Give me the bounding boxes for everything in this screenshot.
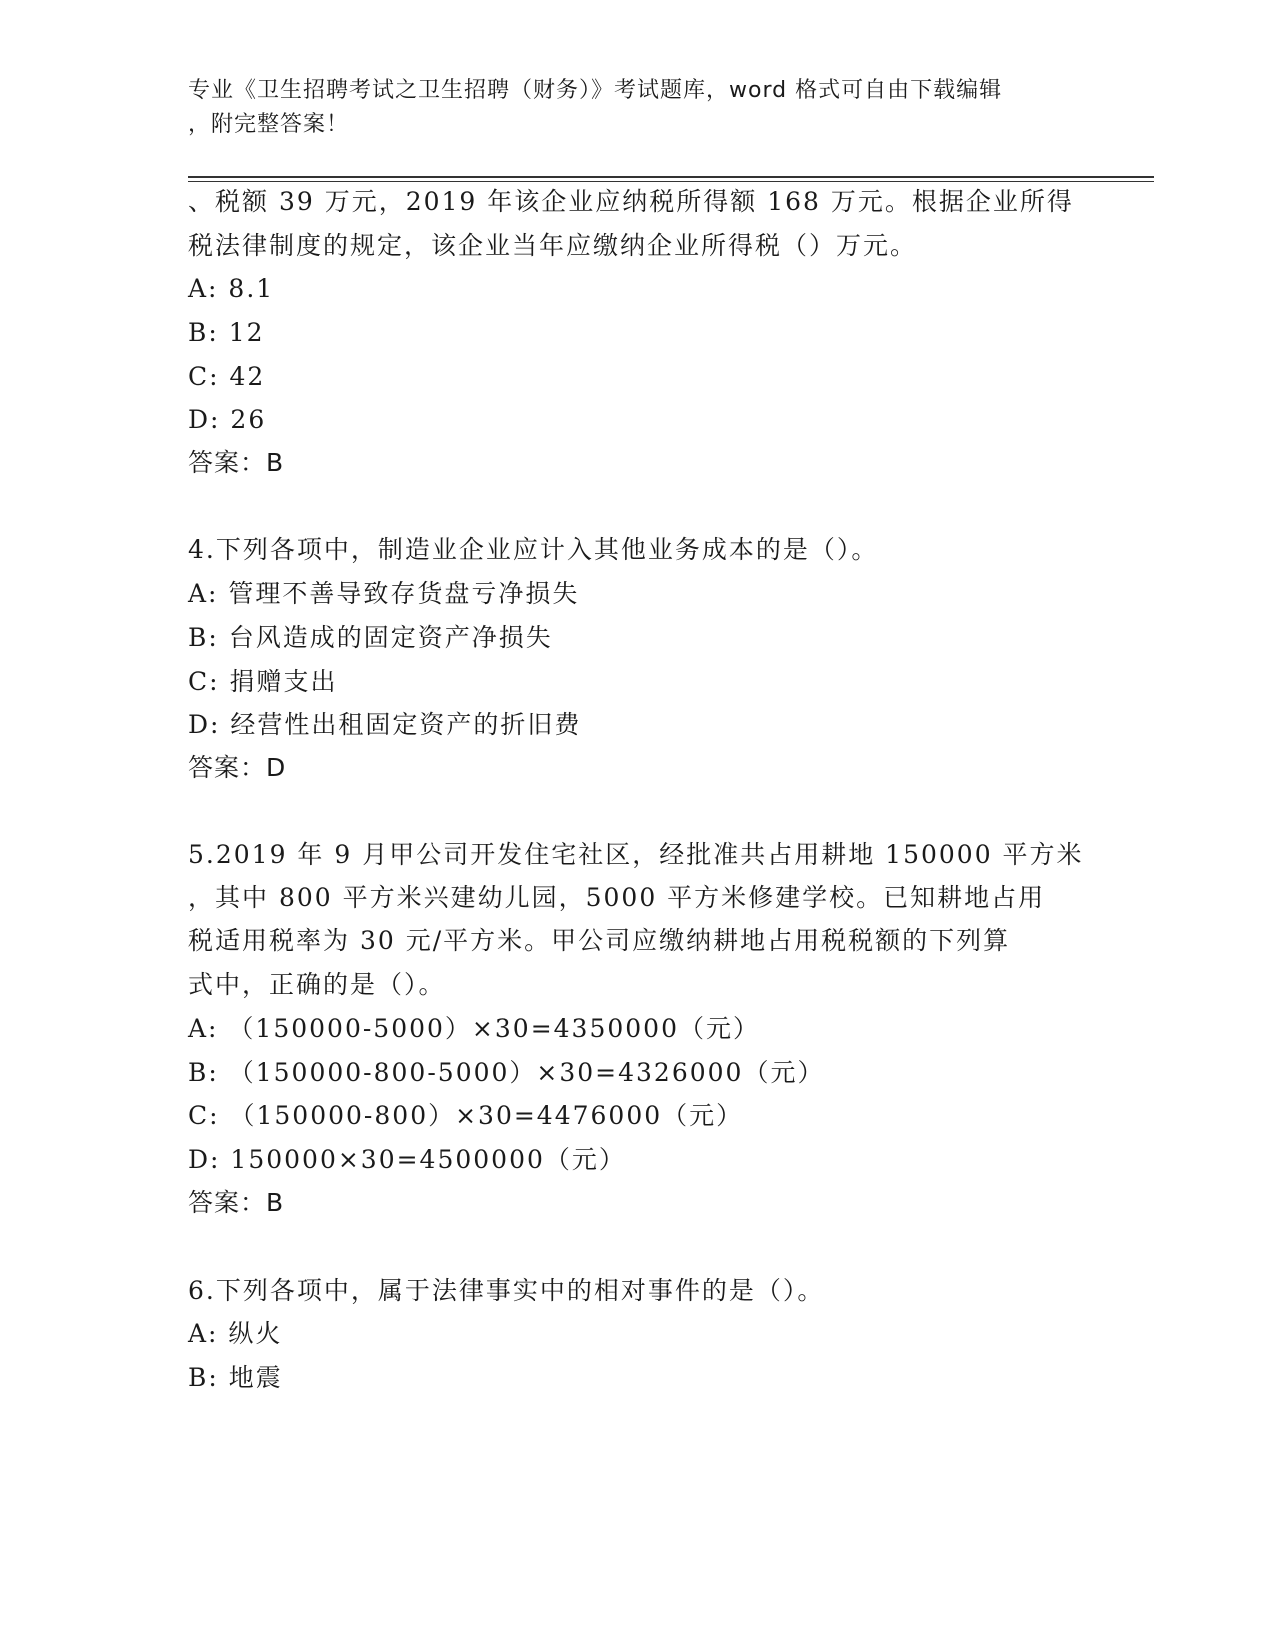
q3-option-c: C: 42 <box>188 362 266 391</box>
q3-option-b: B: 12 <box>188 318 265 347</box>
header-line-1: 专业《卫生招聘考试之卫生招聘（财务）》考试题库，word 格式可自由下载编辑 <box>188 78 1003 103</box>
q3-answer: 答案：B <box>188 448 285 477</box>
q5-answer: 答案：B <box>188 1188 285 1217</box>
q5-stem-line-1: 5.2019 年 9 月甲公司开发住宅社区，经批准共占用耕地 150000 平方米 <box>188 840 1084 869</box>
q4-answer: 答案：D <box>188 753 287 782</box>
q4-option-a: A: 管理不善导致存货盘亏净损失 <box>188 579 580 608</box>
q3-option-d: D: 26 <box>188 405 267 434</box>
q5-option-d: D: 150000×30=4500000（元） <box>188 1145 626 1174</box>
q5-stem-line-4: 式中，正确的是（）。 <box>188 970 446 999</box>
q3-stem-line-1: 、税额 39 万元，2019 年该企业应纳税所得额 168 万元。根据企业所得 <box>188 187 1074 216</box>
q4-option-d: D: 经营性出租固定资产的折旧费 <box>188 710 582 739</box>
q5-option-c: C: （150000-800）×30=4476000（元） <box>188 1101 744 1130</box>
q4-option-c: C: 捐赠支出 <box>188 667 338 696</box>
header-divider-thin <box>188 181 1154 182</box>
header-divider-thick <box>188 176 1154 178</box>
q3-stem-line-2: 税法律制度的规定，该企业当年应缴纳企业所得税（）万元。 <box>188 231 918 260</box>
q4-stem-line-1: 4.下列各项中，制造业企业应计入其他业务成本的是（）。 <box>188 535 879 564</box>
q6-option-a: A: 纵火 <box>188 1319 283 1348</box>
q5-option-a: A: （150000-5000）×30=4350000（元） <box>188 1014 760 1043</box>
header-line-2: ，附完整答案！ <box>188 112 350 137</box>
q6-stem-line-1: 6.下列各项中，属于法律事实中的相对事件的是（）。 <box>188 1276 825 1305</box>
q4-option-b: B: 台风造成的固定资产净损失 <box>188 623 553 652</box>
q5-stem-line-3: 税适用税率为 30 元/平方米。甲公司应缴纳耕地占用税税额的下列算 <box>188 926 1011 955</box>
q5-stem-line-2: ，其中 800 平方米兴建幼儿园，5000 平方米修建学校。已知耕地占用 <box>188 883 1046 912</box>
q6-option-b: B: 地震 <box>188 1363 283 1392</box>
document-header <box>188 74 1068 142</box>
q3-option-a: A: 8.1 <box>188 274 275 303</box>
q5-option-b: B: （150000-800-5000）×30=4326000（元） <box>188 1058 825 1087</box>
